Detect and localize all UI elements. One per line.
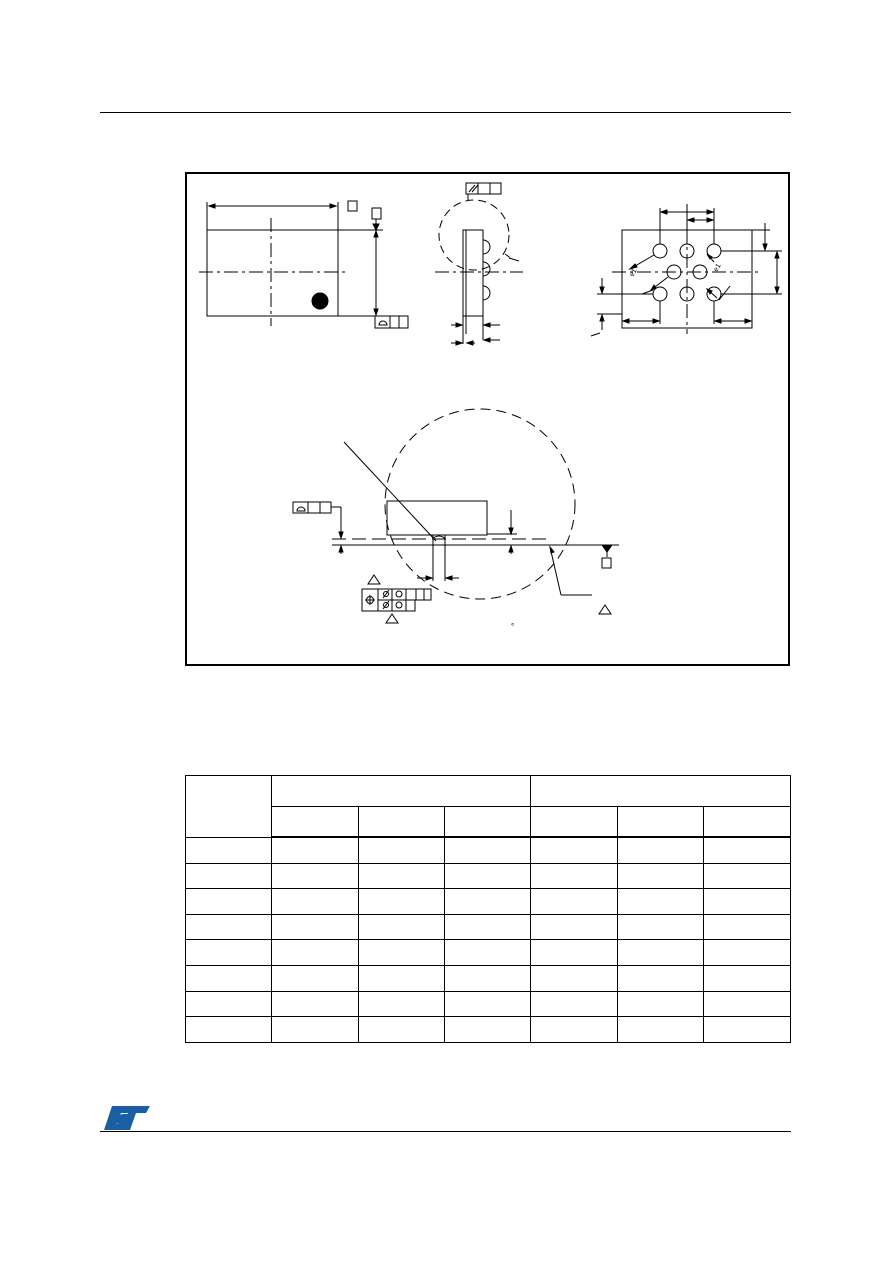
header-rule xyxy=(100,112,791,113)
table-body xyxy=(186,837,791,1042)
table-cell xyxy=(272,889,359,915)
table-cell xyxy=(359,940,445,966)
table-row xyxy=(186,837,791,863)
table-cell xyxy=(618,940,704,966)
ball-detail-view xyxy=(293,409,619,631)
table-header-cell xyxy=(359,807,445,838)
table-cell xyxy=(704,940,791,966)
table-cell xyxy=(359,863,445,889)
table-cell xyxy=(618,889,704,915)
table-cell xyxy=(704,1017,791,1043)
datum-square-icon xyxy=(602,558,611,568)
surface-profile-icon xyxy=(375,316,408,328)
table-cell xyxy=(186,837,272,863)
surface-profile-icon xyxy=(293,502,331,513)
table-cell xyxy=(359,965,445,991)
table-cell xyxy=(531,863,618,889)
table-cell xyxy=(704,991,791,1017)
datum-triangle-icon xyxy=(599,605,611,614)
table-cell xyxy=(359,1017,445,1043)
degree-mark: ° xyxy=(511,622,515,631)
table-cell xyxy=(618,1017,704,1043)
table-cell xyxy=(531,991,618,1017)
pin1-marker xyxy=(312,293,328,309)
table-row xyxy=(186,914,791,940)
table-header-cell xyxy=(704,807,791,838)
table-cell xyxy=(359,837,445,863)
table-cell xyxy=(186,965,272,991)
datum-square-icon xyxy=(348,201,357,211)
side-view xyxy=(435,183,523,345)
table-cell xyxy=(445,965,531,991)
table-cell xyxy=(186,991,272,1017)
mechanical-drawing xyxy=(187,174,788,664)
table-cell xyxy=(359,889,445,915)
table-cell xyxy=(186,863,272,889)
table-cell xyxy=(618,991,704,1017)
table-cell xyxy=(272,940,359,966)
datum-square-icon xyxy=(372,208,381,219)
table-header-cell xyxy=(618,807,704,838)
table-cell xyxy=(272,1017,359,1043)
table-row xyxy=(186,863,791,889)
st-logo-icon xyxy=(100,1104,152,1135)
table-cell xyxy=(531,940,618,966)
table-cell xyxy=(186,889,272,915)
table-header-cell xyxy=(272,776,531,807)
table-subheader-row xyxy=(186,807,791,838)
table-header-cell xyxy=(531,807,618,838)
table-cell xyxy=(186,914,272,940)
table-cell xyxy=(531,1017,618,1043)
table-cell xyxy=(618,914,704,940)
table-header-row xyxy=(186,776,791,807)
table-header-cell xyxy=(531,776,791,807)
datum-triangle-icon xyxy=(386,614,398,623)
table-cell xyxy=(618,965,704,991)
datum-triangle-icon xyxy=(602,545,612,552)
table-header-cell xyxy=(445,807,531,838)
table-cell xyxy=(186,940,272,966)
table-cell xyxy=(272,863,359,889)
table-cell xyxy=(531,914,618,940)
table-cell xyxy=(445,991,531,1017)
bottom-view xyxy=(591,204,782,336)
table-cell xyxy=(618,837,704,863)
table-cell xyxy=(272,965,359,991)
datum-triangle-icon xyxy=(368,575,380,584)
table-cell xyxy=(272,837,359,863)
table-row xyxy=(186,965,791,991)
table-cell xyxy=(704,863,791,889)
package-outline-drawing xyxy=(185,172,790,666)
table-cell xyxy=(359,991,445,1017)
table-cell xyxy=(618,863,704,889)
table-cell xyxy=(272,991,359,1017)
footer-rule xyxy=(100,1131,791,1132)
table-cell xyxy=(531,965,618,991)
table-row xyxy=(186,889,791,915)
table-cell xyxy=(186,1017,272,1043)
position-icon xyxy=(362,589,431,611)
top-view xyxy=(199,201,408,328)
table-cell xyxy=(445,837,531,863)
table-row xyxy=(186,1017,791,1043)
table-cell xyxy=(359,914,445,940)
table-cell xyxy=(445,1017,531,1043)
table-cell xyxy=(704,837,791,863)
parallelism-icon xyxy=(466,183,501,194)
pitch-label-right: e1 xyxy=(712,262,723,273)
table-cell xyxy=(445,940,531,966)
table-cell xyxy=(272,914,359,940)
table-cell xyxy=(445,914,531,940)
table-header-cell xyxy=(272,807,359,838)
table-cell xyxy=(531,837,618,863)
table-cell xyxy=(445,863,531,889)
table-cell xyxy=(704,965,791,991)
dimensions-table xyxy=(185,775,791,1043)
table-row xyxy=(186,940,791,966)
pitch-label-left: e1 xyxy=(628,267,639,278)
table-header-cell xyxy=(186,776,272,838)
table-cell xyxy=(704,914,791,940)
table-cell xyxy=(531,889,618,915)
table-cell xyxy=(445,889,531,915)
table-cell xyxy=(704,889,791,915)
table-row xyxy=(186,991,791,1017)
